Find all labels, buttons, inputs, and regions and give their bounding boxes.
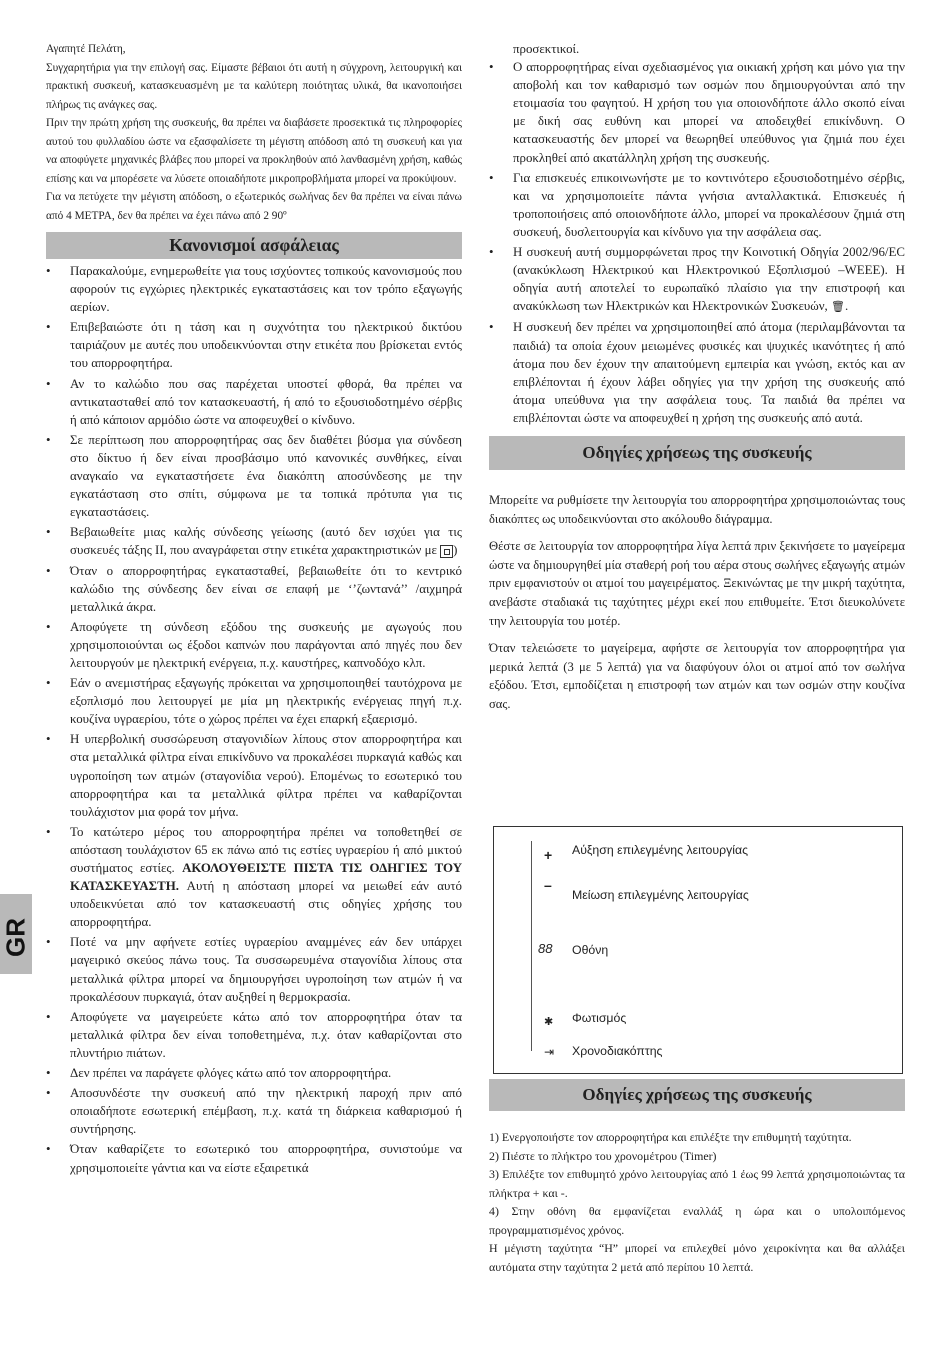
list-item: • Αν το καλώδιο που σας παρέχεται υποστεί φθορά, θα πρέπει να αντικατασταθεί από τον κατασκευαστή, ή από το εξουσιοδοτημένο σέρβις ή από κάποιον αρμόδιο ώστε να αποφευχθεί ο κίνδυνο. xyxy=(46,375,462,429)
intro-paragraph: Για να πετύχετε την μέγιστη απόδοση, ο εξωτερικός σωλήνας δεν θα πρέπει να είναι πάνω από 4 ΜΕΤΡΑ, δεν θα πρέπει να έχει πάνω από 2 90º xyxy=(46,191,462,222)
list-item: • Η υπερβολική συσσώρευση σταγονιδίων λίπους στον απορροφητήρα και στα μεταλλικά φίλτρα είναι επικίνδυνο να προκαλέσει πυρκαγιά καθώς και υγροποίηση των ατμών (σταγονίδια νερού). Επομένως το εσωτερικό του απορροφητήρα και τα μεταλλικά φίλτρα πρέπει να καθαρίζονται τουλάχιστον μια φορά τον μήνα. xyxy=(46,730,462,820)
language-tab-label: GR xyxy=(0,918,31,957)
timer-step: 3) Επιλέξτε τον επιθυμητό χρόνο λειτουργίας από 1 έως 99 λεπτά χρησιμοποιώντας τα πλήκτρα + και -. xyxy=(489,1167,905,1200)
timer-step: 4) Στην οθόνη θα εμφανίζεται εναλλάξ η ώρα και ο υπολοιπόμενος προγραμματισμένος χρόνος. xyxy=(489,1204,905,1237)
light-icon: ✱ xyxy=(544,1016,554,1028)
safety-heading: Κανονισμοί ασφάλειας xyxy=(46,232,462,259)
list-item: • Αποφύγετε τη σύνδεση εξόδου της συσκευής με αγωγούς που χρησιμοποιούνται ως έξοδοι καπνών που παράγονται από πηγές που δεν λειτουργούν με ηλεκτρική ενέργεια, π.χ. καυστήρες, καπνοδόχο κλπ. xyxy=(46,618,462,672)
timer-note: Η μέγιστη ταχύτητα “H” μπορεί να επιλεχθεί μόνο χειροκίνητα και θα αλλάξει αυτόματα στην ταχύτητα 2 μετά από περίπου 10 λεπτά. xyxy=(489,1241,905,1274)
intro-paragraph: Πριν την πρώτη χρήση της συσκευής, θα πρέπει να διαβάσετε προσεκτικά τις πληροφορίες αυτού του φυλλαδίου ώστε να εξασφαλίσετε τη μέγιστη απόδοση από τη συσκευή και για να αποφύγετε μηχανικές βλάβες που μπορεί να προκληθούν από λανθασμένη χρήση, καθώς επίσης και να μπορέσετε να λύσετε οποιαδήποτε μικροπροβλήματα μπορεί να προκύψουν. xyxy=(46,117,462,185)
list-item: • Η συσκευή δεν πρέπει να χρησιμοποιηθεί από άτομα (περιλαμβάνονται τα παιδιά) τα οποία έχουν μειωμένες φυσικές και ψυχικές ικανότητες ή από άτομα που δεν έχουν την απαιτούμενη εμπειρία και γνώση, εκτός και αν επιβλέπονται ή έχουν λάβει οδηγίες για την χρήση της συσκευής από άτομα υπεύθυνα για την ασφάλεια τους. Τα παιδιά θα πρέπει να επιβλέπονται ώστε να αποφευχθεί η χρήση της συσκευής από αυτά. xyxy=(489,318,905,427)
panel-label-display: Οθόνη xyxy=(572,943,609,957)
class-ii-symbol-icon xyxy=(440,545,453,558)
list-item: • Εάν ο ανεμιστήρας εξαγωγής πρόκειται να χρησιμοποιηθεί ταυτόχρονα με εξοπλισμό που λειτουργεί με μία μη ηλεκτρικής ενέργειας πηγή π.χ. κουζίνα υγραερίου, τότε ο χώρος πρέπει να έχει επαρκή εξαερισμό. xyxy=(46,674,462,728)
list-item: • Αποφύγετε να μαγειρεύετε κάτω από τον απορροφητήρα όταν τα μεταλλικά φίλτρα δεν είναι τοποθετημένα, π.χ. όταν καθαρίζονται στο πλυντήριο πιάτων. xyxy=(46,1008,462,1062)
control-panel-diagram xyxy=(493,826,903,1074)
list-item: • Για επισκευές επικοινωνήστε με το κοντινότερο εξουσιοδοτημένο σέρβις, και να χρησιμοποιείτε πάντα γνήσια ανταλλακτικά. Επισκευές ή τροποποιήσεις από οποιονδήποτε άλλο, μπορεί να προκαλέσουν ζημιά στη συσκευή, δυσλειτουργία και κίνδυνο για την ασφάλεια σας. xyxy=(489,169,905,241)
left-column xyxy=(46,40,462,1179)
intro-greeting: Αγαπητέ Πελάτη, xyxy=(46,43,126,55)
usage-paragraph: Μπορείτε να ρυθμίσετε την λειτουργία του απορροφητήρα χρησιμοποιώντας τους διακόπτες ως υποδεικνύονται στο ακόλουθο διάγραμμα. xyxy=(489,492,905,526)
manufacturer-warning: ΑΚΟΛΟΥΘΕΙΣΤΕ ΠΙΣΤΑ ΤΙΣ ΟΔΗΓΙΕΣ ΤΟΥ ΚΑΤΑΣΚΕΥΑΣΤΗ. xyxy=(70,861,462,894)
display-icon: 88 xyxy=(538,941,553,956)
safety-list xyxy=(46,262,462,1177)
usage-paragraph: Θέστε σε λειτουργία τον απορροφητήρα λίγα λεπτά πριν ξεκινήσετε το μαγείρεμα ώστε να δημιουργηθεί μία σταθερή ροή του αέρα στους σωλήνες εξαγωγής ατμών πριν εμφανιστούν οι ατμοί του μαγειρέματος. Ξεκινώντας με την μικρή ταχύτητα, ανεβάστε σταδιακά τις ταχύτητες μέχρι εκεί που επιθυμείτε. Έτσι διευκολύνετε την λειτουργία του μοτέρ. xyxy=(489,539,905,628)
minus-icon: – xyxy=(544,877,552,893)
list-item: • Το κατώτερο μέρος του απορροφητήρα πρέπει να τοποθετηθεί σε απόσταση τουλάχιστον 65 εκ πάνω από τις εστίες υγραερίου ή από μικτού συστήματος εστίες. ΑΚΟΛΟΥΘΕΙΣΤΕ ΠΙΣΤΑ ΤΙΣ ΟΔΗΓΙΕΣ ΤΟΥ ΚΑΤΑΣΚΕΥΑΣΤΗ. Αυτή η απόσταση μπορεί να μειωθεί εάν αυτό υποδεικνύεται από τον κατασκευαστή στις οδηγίες χρήσης του απορροφητήρα. xyxy=(46,823,462,932)
list-item: • Επιβεβαιώστε ότι η τάση και η συχνότητα του ηλεκτρικού δικτύου ταιριάζουν με αυτές που υποδεικνύονται στην ετικέτα που βρίσκεται εντός του απορροφητήρα. xyxy=(46,318,462,372)
language-tab xyxy=(0,894,32,974)
list-item: • Ο απορροφητήρας είναι σχεδιασμένος για οικιακή χρήση και μόνο για την αποβολή και τον καθαρισμό των οσμών που δημιουργούνται από την ετοιμασία του φαγητού. Η χρήση του για οποιονδήποτε άλλο σκοπό είναι με δική σας ευθύνη και μπορεί να αποδειχθεί επικίνδυνη. Ο κατασκευαστής δεν μπορεί να θεωρηθεί υπεύθυνος για ζημιά που έχει προκληθεί από ακατάλληλη χρήση της συσκευής. xyxy=(489,58,905,167)
usage-heading: Οδηγίες χρήσεως της συσκευής xyxy=(489,436,905,470)
plus-icon: + xyxy=(544,847,553,863)
timer-heading: Οδηγίες χρήσεως της συσκευής xyxy=(489,1079,905,1111)
timer-step: 2) Πιέστε το πλήκτρο του χρονομέτρου (Timer) xyxy=(489,1148,717,1163)
panel-label-light: Φωτισμός xyxy=(572,1011,627,1025)
usage-paragraph: Όταν τελειώσετε το μαγείρεμα, αφήστε σε λειτουργία τον απορροφητήρα για μερικά λεπτά (3 με 5 λεπτά) για να διαφύγουν όλοι οι ατμοί από τον σωλήνα εξόδου. Έτσι, εμποδίζεται η επιστροφή των ατμών και των οσμών στην κουζίνα σας. xyxy=(489,641,905,711)
list-item: • Δεν πρέπει να παράγετε φλόγες κάτω από τον απορροφητήρα. xyxy=(46,1064,462,1082)
list-item: • Σε περίπτωση που απορροφητήρας σας δεν διαθέτει βύσμα για σύνδεση στο δίκτυο ή δεν είναι προσβάσιμο υπό κανονικές συνθήκες, είναι αναγκαίο να εγκαταστήσετε ένα διακόπτη αποσύνδεσης με την εγκατάσταση στο σπίτι, σύμφωνα με τα τοπικά πρότυπα για τις εγκαταστάσεις. xyxy=(46,431,462,521)
panel-label-timer: Χρονοδιακόπτης xyxy=(572,1044,663,1058)
timer-steps xyxy=(489,1128,905,1276)
panel-divider xyxy=(531,841,532,1051)
list-item: • Ποτέ να μην αφήνετε εστίες υγραερίου αναμμένες εάν δεν υπάρχει μαγειρικό σκεύος πάνω τους. Τα συσσωρευμένα σταγονίδια λίπους στα μεταλλικά φίλτρα μπορεί να δημιουργήσει υγροποίηση των ατμών ή να προκαλέσουν πυρκαγιά, όταν αυξηθεί η θερμοκρασία. xyxy=(46,933,462,1005)
usage-text xyxy=(489,491,905,714)
timer-step: 1) Ενεργοποιήστε τον απορροφητήρα και επιλέξτε την επιθυμητή ταχύτητα. xyxy=(489,1130,852,1144)
intro-letter xyxy=(46,40,462,225)
safety-list-continued xyxy=(489,58,905,427)
panel-label-increase: Αύξηση επιλεγμένης λειτουργίας xyxy=(572,843,749,857)
list-item: • Η συσκευή αυτή συμμορφώνεται προς την Κοινοτική Οδηγία 2002/96/EC (ανακύκλωση Ηλεκτρικού και Ηλεκτρονικού Εξοπλισμού –WEEE). Η οδηγία αυτή αποτελεί το ευρωπαϊκό πλαίσιο για την επιστροφή και ανακύκλωση των Ηλεκτρικών και Ηλεκτρονικών Συσκευών, 🗑. xyxy=(489,243,905,316)
list-item: • Παρακαλούμε, ενημερωθείτε για τους ισχύοντες τοπικούς κανονισμούς που αφορούν τις εγχώριες ηλεκτρικές εγκαταστάσεις και τον τρόπο εξαγωγής αερίων. xyxy=(46,262,462,316)
intro-paragraph: Συγχαρητήρια για την επιλογή σας. Είμαστε βέβαιοι ότι αυτή η σύγχρονη, λειτουργική και πρακτική συσκευή, κατασκευασμένη με τα καλύτερη ποιότητας υλικά, θα ικανοποιήσει πλήρως τις ανάγκες σας. xyxy=(46,61,462,111)
list-item: • Όταν ο απορροφητήρας εγκατασταθεί, βεβαιωθείτε ότι το κεντρικό καλώδιο της σύνδεσης δεν είναι σε επαφή με ‘’ζωντανά’’ /αιχμηρά μεταλλικά άκρα. xyxy=(46,562,462,616)
panel-label-decrease: Μείωση επιλεγμένης λειτουργίας xyxy=(572,888,749,902)
list-item: • Αποσυνδέστε την συσκευή από την ηλεκτρική παροχή πριν από οποιαδήποτε εσωτερική επέμβαση, π.χ. κατά τη διάρκεια καθαρισμού ή συντήρησης. xyxy=(46,1084,462,1138)
list-item: • Βεβαιωθείτε μιας καλής σύνδεσης γείωσης (αυτό δεν ισχύει για τις συσκευές τάξης ΙΙ, που αναγράφεται στην ετικέτα χαρακτηριστικών με ) xyxy=(46,523,462,559)
timer-icon: ⇥ xyxy=(544,1045,555,1059)
continuation-text: προσεκτικοί. xyxy=(513,42,580,56)
weee-bin-icon: 🗑 xyxy=(831,301,845,314)
list-item: • Όταν καθαρίζετε το εσωτερικό του απορροφητήρα, συνιστούμε να χρησιμοποιείτε γάντια και να είστε εξαιρετικά xyxy=(46,1140,462,1176)
right-column xyxy=(489,40,905,714)
